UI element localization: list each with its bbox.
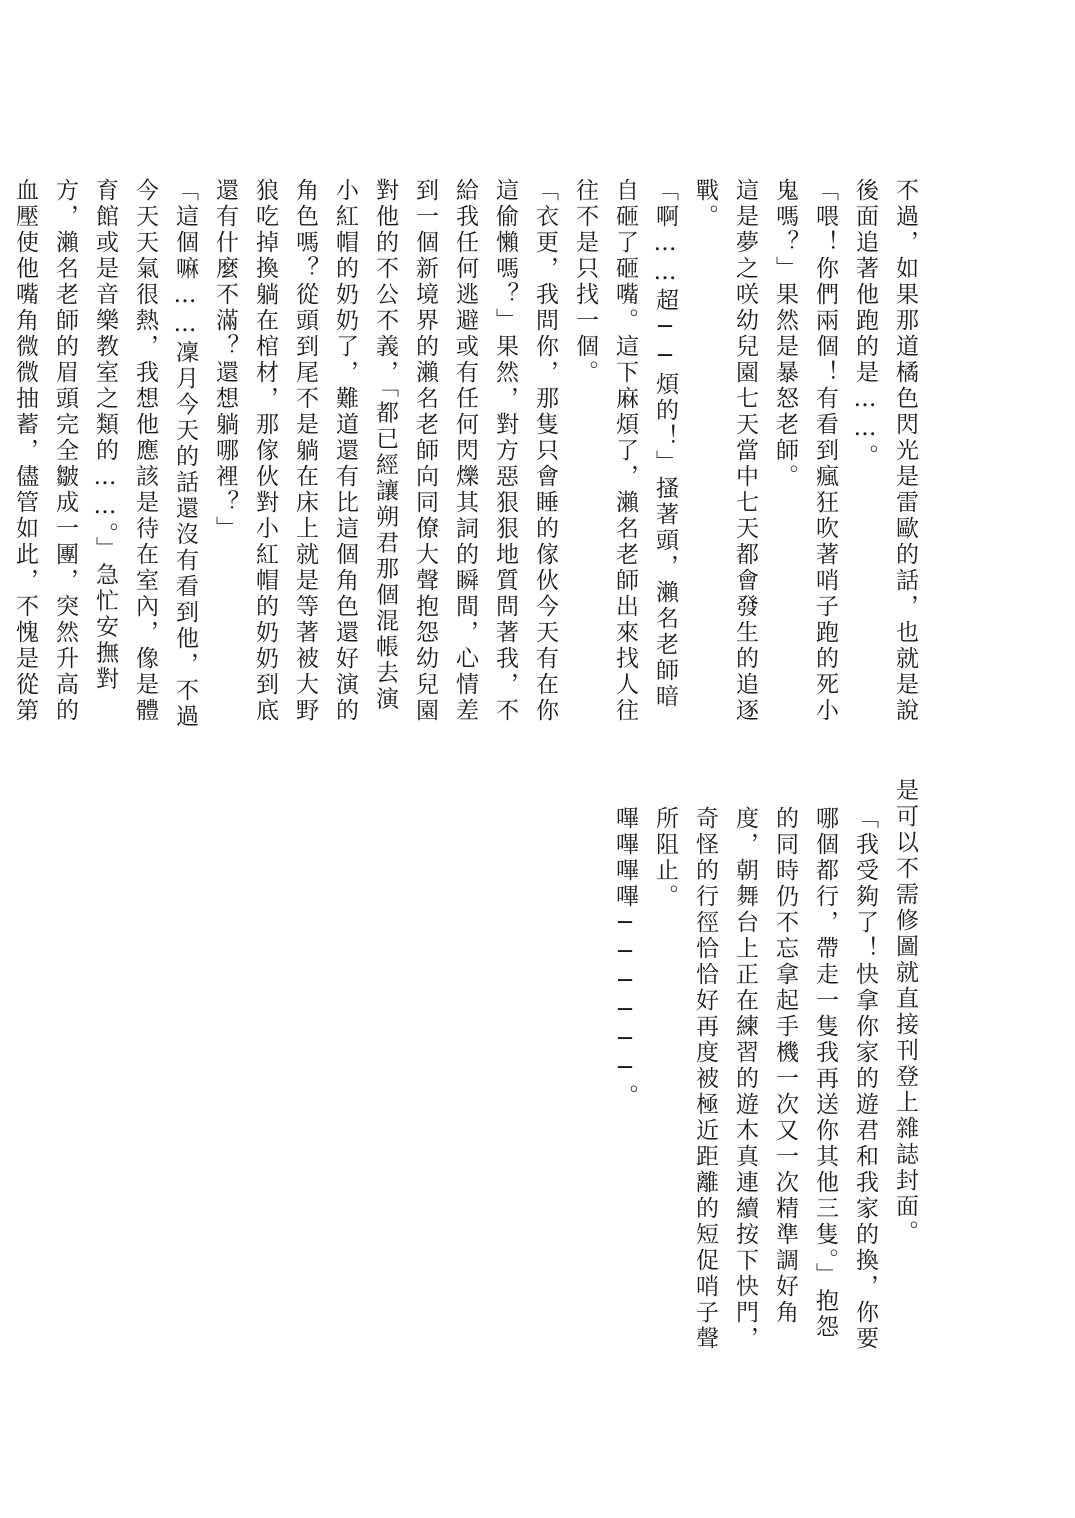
paragraph-1: 不過，如果那道橘色閃光是雷歐的話，也就是說後面追著他跑的是……。 (852, 177, 918, 724)
paragraph-6: 「這個嘛……凜月今天的話還沒有看到他，不過今天天氣很熱，我想他應該是待在室內，像是體育館或是音樂教室之類的……。」急忙安撫對方，瀨名老師的眉頭完全皺成一團，突然升高的血壓使他嘴角微微抽蓄，儘管如此，不愧是從第 (12, 177, 198, 730)
text-block-top (12, 150, 925, 730)
paragraph-3: 這是夢之咲幼兒園七天當中七天都會發生的追逐戰。 (692, 177, 758, 724)
paragraph-whistle: 嗶嗶嗶嗶──────。 (612, 805, 638, 1110)
paragraph-continuation: 是可以不需修圖就直接刊登上雜誌封面。 (892, 778, 918, 1246)
paragraph-7: 「我受夠了！快拿你家的遊君和我家的換，你要哪個都行，帶走一隻我再送你其他三隻。」抱怨的同時仍不忘拿起手機一次又一次精準調好角度，朝舞台上正在練習的遊木真連續按下快門，奇怪的行徑恰恰好再度被極近距離的短促哨子聲所阻止。 (652, 805, 878, 1352)
paragraph-4: 「啊……超──煩的！」搔著頭，瀨名老師暗自砸了砸嘴。這下麻煩了，瀨名老師出來找人往往不是只找一個。 (572, 177, 678, 724)
text-block-bottom (612, 778, 925, 1358)
paragraph-2: 「喂！你們兩個！有看到瘋狂吹著哨子跑的死小鬼嗎？」果然是暴怒老師。 (772, 177, 838, 724)
paragraph-5: 「衣更，我問你，那隻只會睡的傢伙今天有在你這偷懶嗎？」果然，對方惡狠狠地質問著我，不給我任何逃避或有任何閃爍其詞的瞬間，心情差到一個新境界的瀨名老師向同僚大聲抱怨幼兒園對他的不公不義，「都已經讓朔君那個混帳去演小紅帽的奶奶了，難道還有比這個角色還好演的角色嗎？從頭到尾不是躺在床上就是等著被大野狼吃掉換躺在棺材，那傢伙對小紅帽的奶奶到底還有什麼不滿？還想躺哪裡？」 (212, 177, 558, 724)
